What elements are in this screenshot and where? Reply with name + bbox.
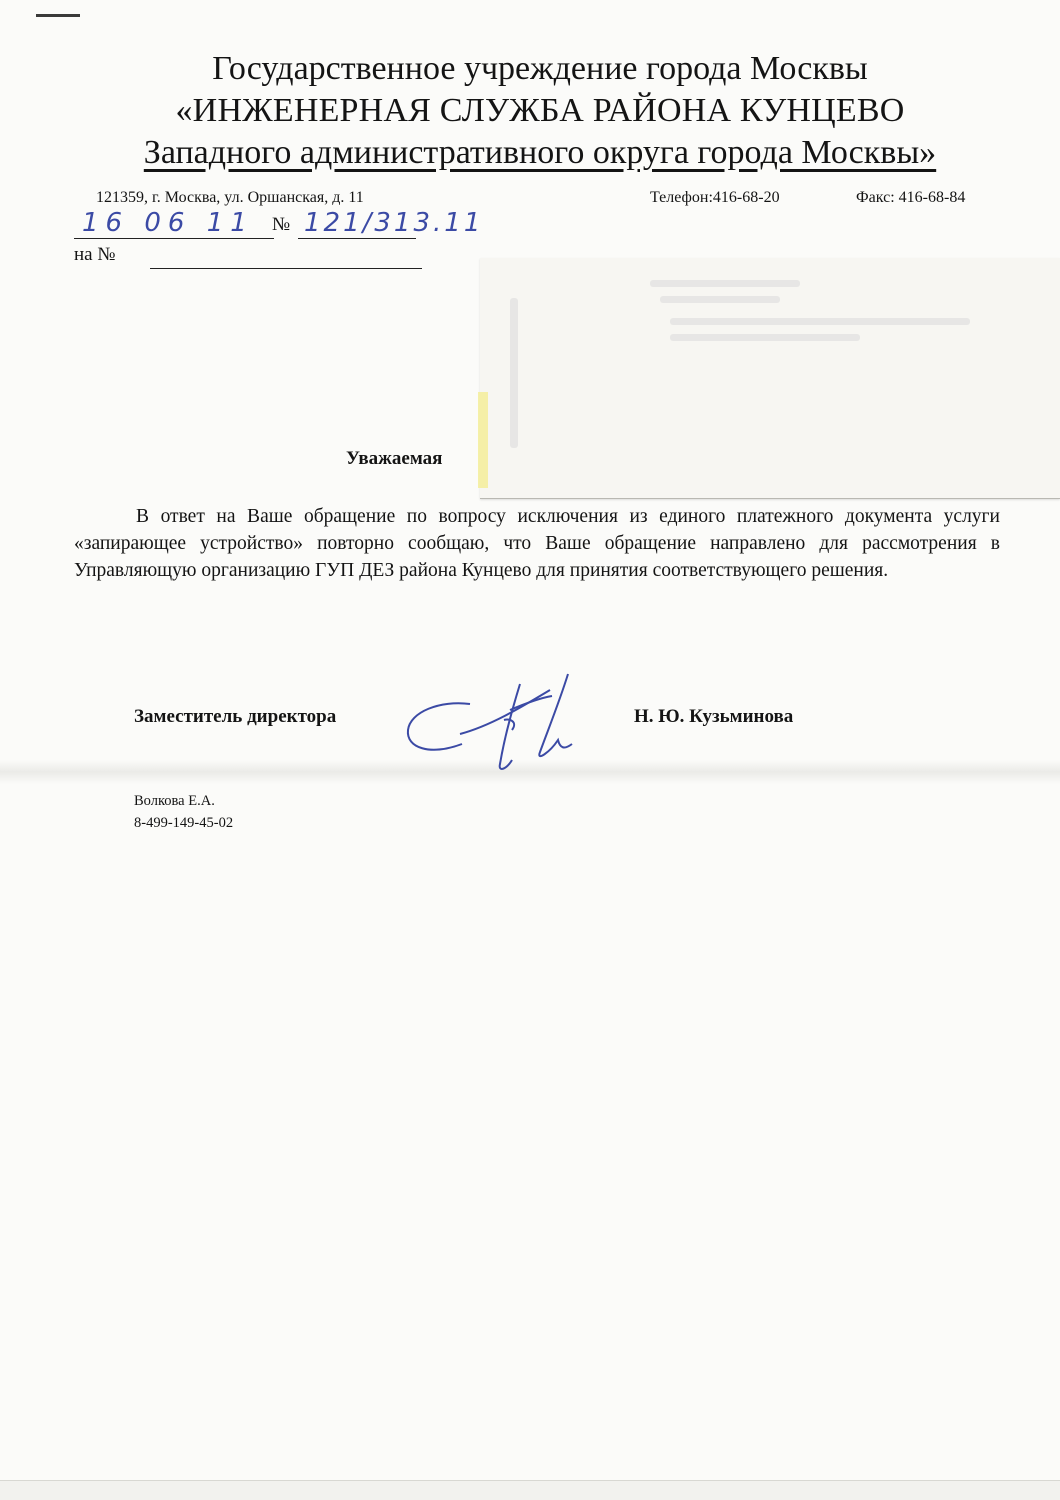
- organization-address: 121359, г. Москва, ул. Оршанская, д. 11: [96, 189, 364, 206]
- registration-number: 121/313.11: [304, 208, 484, 238]
- reference-row: [74, 244, 434, 272]
- organization-line-1: Государственное учреждение города Москвы: [212, 50, 868, 87]
- reference-underline: [150, 268, 422, 269]
- number-underline: [298, 238, 416, 239]
- organization-fax: Факс: 416-68-84: [856, 189, 966, 206]
- scan-bottom-edge: [0, 1480, 1060, 1500]
- redaction-sticker: [480, 258, 1060, 499]
- highlighter-mark: [478, 392, 488, 488]
- executor-name: Волкова Е.А.: [134, 793, 215, 809]
- executor-phone: 8-499-149-45-02: [134, 815, 234, 831]
- registration-row: [72, 208, 532, 242]
- date-underline: [74, 238, 274, 239]
- letter-body: В ответ на Ваше обращение по вопросу исключения из единого платежного документа услуги «запирающее устройство» повторно сообщаю, что Ваше обращение направлено для рассмотрения в Управляющую организацию ГУП ДЕЗ района Кунцево для принятия соответствующего решения.: [74, 506, 1000, 581]
- signature-row: [134, 706, 854, 736]
- reference-label: на №: [74, 244, 116, 265]
- organization-line-3: Западного административного округа города Москвы»: [143, 134, 937, 171]
- executor-contact: [134, 790, 233, 834]
- letterhead: [70, 48, 1010, 174]
- scan-edge-mark: [36, 14, 80, 17]
- number-sign: №: [272, 214, 291, 235]
- registration-date: 16 06 11: [82, 208, 254, 238]
- signatory-name: Н. Ю. Кузьминова: [634, 706, 794, 727]
- signatory-title: Заместитель директора: [134, 706, 337, 727]
- salutation: Уважаемая: [346, 448, 443, 469]
- contact-row: [96, 187, 1008, 209]
- organization-line-2: «ИНЖЕНЕРНАЯ СЛУЖБА РАЙОНА КУНЦЕВО: [175, 92, 905, 129]
- organization-phone: Телефон:416-68-20: [650, 189, 780, 206]
